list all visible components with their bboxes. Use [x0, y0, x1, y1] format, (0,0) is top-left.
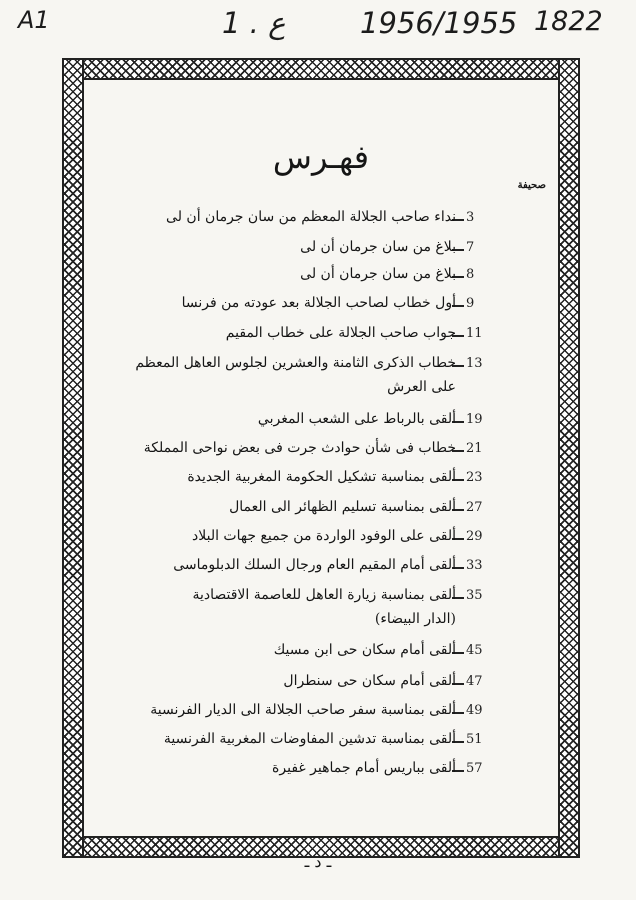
toc-entry-title: أول خطاب لصاحب الجلالة بعد عودته من فرنسا	[181, 295, 456, 311]
toc-entry-title: ألقى بالرباط على الشعب المغربي	[257, 411, 456, 427]
toc-entry-title: بلاغ من سان جرمان أن لى	[300, 266, 456, 282]
toc-page-number: 45	[466, 643, 483, 658]
page-folio: ـ د ـ	[304, 852, 332, 871]
toc-entry-title: ألقى بمناسبة تشكيل الحكومة المغربية الجديدة	[187, 469, 456, 485]
toc-page-number: 7	[466, 240, 475, 255]
toc-page-number: 3	[466, 210, 475, 225]
handwritten-code: A1	[18, 6, 50, 34]
toc-entry-title: ألقى أمام سكان حى سنطرال	[283, 673, 456, 689]
toc-page-number: 8	[466, 267, 475, 282]
handwritten-volume: 1 . ع	[222, 6, 286, 40]
toc-entry-title: نداء صاحب الجلالة المعظم من سان جرمان أن لى	[166, 209, 456, 225]
toc-entry-title: ألقى بمناسبة تسليم الظهائر الى العمال	[229, 499, 456, 515]
toc-entry-title: جواب صاحب الجلالة على خطاب المقيم	[225, 325, 456, 341]
handwritten-number: 1822	[534, 6, 603, 37]
toc-page-number: 27	[466, 500, 483, 515]
handwritten-years: 1956/1955	[360, 6, 518, 40]
toc-entry-title: ألقى أمام سكان حى ابن مسيك	[273, 642, 456, 658]
toc-entry-title: ألقى بمناسبة سفر صاحب الجلالة الى الديار الفرنسية	[150, 702, 456, 718]
toc-page-number: 19	[466, 412, 483, 427]
toc-entry-title: بلاغ من سان جرمان أن لى	[300, 239, 456, 255]
toc-entry-title: خطاب فى شأن حوادث جرت فى بعض نواحى المملكة	[143, 440, 456, 456]
toc-entry-title: ألقى بمناسبة تدشين المفاوضات المغربية الفرنسية	[163, 731, 456, 747]
toc-page-number: 9	[466, 296, 475, 311]
toc-entry-title: ألقى بمناسبة زيارة العاهل للعاصمة الاقتصادية	[192, 587, 456, 603]
page-title: فهـرس	[272, 138, 370, 176]
toc-page-number: 11	[466, 326, 483, 341]
toc-entry-title-continued: على العرش	[387, 379, 456, 395]
toc-entry-title: ألقى بباريس أمام جماهير غفيرة	[272, 760, 456, 776]
toc-entry-title-continued: (الدار البيضاء)	[374, 611, 456, 627]
toc-page-number: 47	[466, 674, 483, 689]
toc-page-number: 21	[466, 441, 483, 456]
toc-entry-title: ألقى على الوفود الواردة من جميع جهات البلاد	[192, 528, 456, 544]
toc-page-number: 23	[466, 470, 483, 485]
toc-page-number: 57	[466, 761, 483, 776]
toc-page-number: 51	[466, 732, 483, 747]
toc-page-number: 33	[466, 558, 483, 573]
toc-page-number: 13	[466, 356, 483, 371]
toc-entry-title: خطاب الذكرى الثامنة والعشرين لجلوس العاهل المعظم	[135, 355, 456, 371]
page-column-label: صحيفة	[517, 180, 546, 191]
toc-page-number: 49	[466, 703, 483, 718]
toc-page-number: 29	[466, 529, 483, 544]
toc-page-number: 35	[466, 588, 483, 603]
toc-entry-title: ألقى أمام المقيم العام ورجال السلك الدبلوماسى	[173, 557, 456, 573]
